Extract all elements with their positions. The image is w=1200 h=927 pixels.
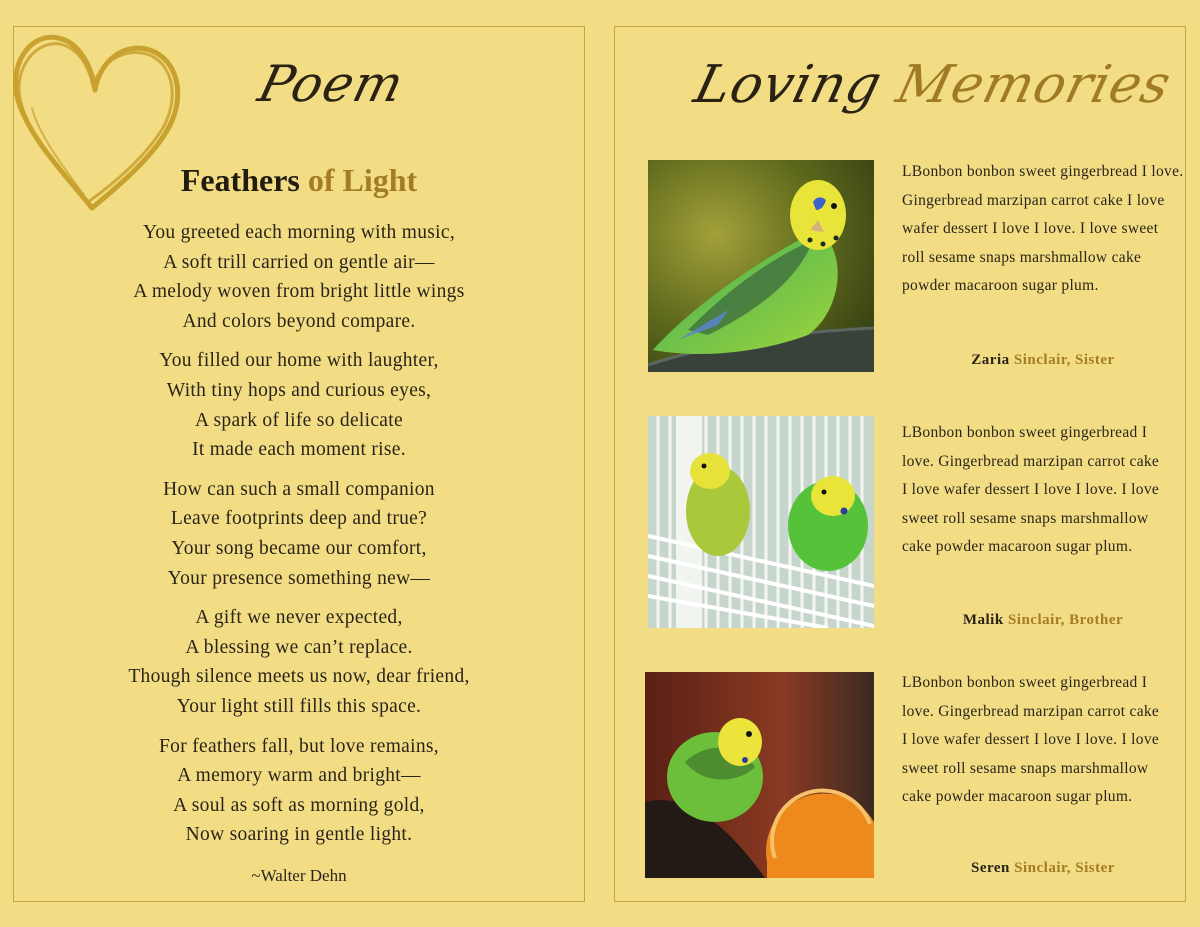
- poem-line: A soul as soft as morning gold,: [173, 794, 425, 816]
- poem-line: Your song became our comfort,: [171, 537, 427, 559]
- poem-title: [13, 162, 585, 199]
- poem-line: Now soaring in gentle light.: [185, 824, 413, 846]
- poem-line: You filled our home with laughter,: [159, 350, 439, 372]
- poem-title-part2: of Light: [307, 162, 418, 198]
- poem-body: [13, 218, 585, 860]
- poem-line: A memory warm and bright—: [177, 765, 421, 787]
- memories-section-label: [689, 55, 1178, 115]
- memory-signature-1: [900, 352, 1186, 369]
- memory-signature-2: [900, 612, 1186, 629]
- signature-last-name: Sinclair: [1013, 352, 1067, 368]
- signature-first-name: Zaria: [971, 352, 1014, 368]
- poem-line: A gift we never expected,: [195, 607, 403, 629]
- poem-stanza: [13, 346, 585, 464]
- poem-line: A melody woven from bright little wings: [133, 281, 465, 303]
- poem-line: And colors beyond compare.: [182, 310, 416, 332]
- poem-section-label: Poem: [252, 55, 410, 113]
- memory-photo-1: [648, 160, 874, 372]
- poem-line: You greeted each morning with music,: [142, 222, 456, 243]
- signature-last-name: Sinclair: [1007, 612, 1061, 628]
- memory-text-2: LBonbon bonbon sweet gingerbread I love. Gingerbread marzipan carrot cake I love wafer dessert I love I love. I love sweet roll sesame snaps marshmallow cake powder macaroon sugar plum.: [902, 424, 1160, 555]
- poem-line: A blessing we can’t replace.: [185, 636, 413, 658]
- poem-line: Though silence meets us now, dear friend,: [128, 666, 470, 688]
- poem-line: With tiny hops and curious eyes,: [166, 379, 432, 401]
- poem-stanza: [13, 732, 585, 850]
- memory-signature-3: [900, 860, 1186, 877]
- memory-text-3: LBonbon bonbon sweet gingerbread I love. Gingerbread marzipan carrot cake I love wafer dessert I love I love. I love sweet roll sesame snaps marshmallow cake powder macaroon sugar plum.: [902, 674, 1160, 805]
- poem-author: ~Walter Dehn: [251, 866, 347, 885]
- poem-line: It made each moment rise.: [192, 439, 406, 461]
- memory-text-1: LBonbon bonbon sweet gingerbread I love. Gingerbread marzipan carrot cake I love wafer dessert I love I love. I love sweet roll sesame snaps marshmallow cake powder macaroon sugar plum.: [902, 163, 1184, 294]
- memories-label-part1: Loving: [688, 55, 906, 115]
- poem-stanza: [13, 603, 585, 721]
- signature-relation: , Sister: [1066, 860, 1115, 876]
- memories-label-part2: Memories: [890, 55, 1178, 115]
- memory-photo-2: [648, 416, 874, 628]
- signature-relation: , Brother: [1060, 612, 1124, 628]
- poem-line: A soft trill carried on gentle air—: [163, 251, 435, 273]
- poem-stanza: [13, 218, 585, 336]
- poem-line: Your light still fills this space.: [176, 695, 422, 717]
- poem-line: Leave footprints deep and true?: [170, 508, 428, 530]
- signature-relation: , Sister: [1066, 352, 1115, 368]
- poem-line: Your presence something new—: [167, 567, 431, 589]
- poem-line: A spark of life so delicate: [195, 409, 403, 431]
- poem-line: For feathers fall, but love remains,: [159, 735, 439, 757]
- poem-title-part1: Feathers: [180, 162, 308, 198]
- poem-line: How can such a small companion: [163, 478, 435, 500]
- signature-first-name: Seren: [971, 860, 1015, 876]
- memory-photo-3: [645, 672, 874, 878]
- signature-first-name: Malik: [962, 612, 1008, 628]
- poem-stanza: [13, 475, 585, 593]
- signature-last-name: Sinclair: [1014, 860, 1067, 876]
